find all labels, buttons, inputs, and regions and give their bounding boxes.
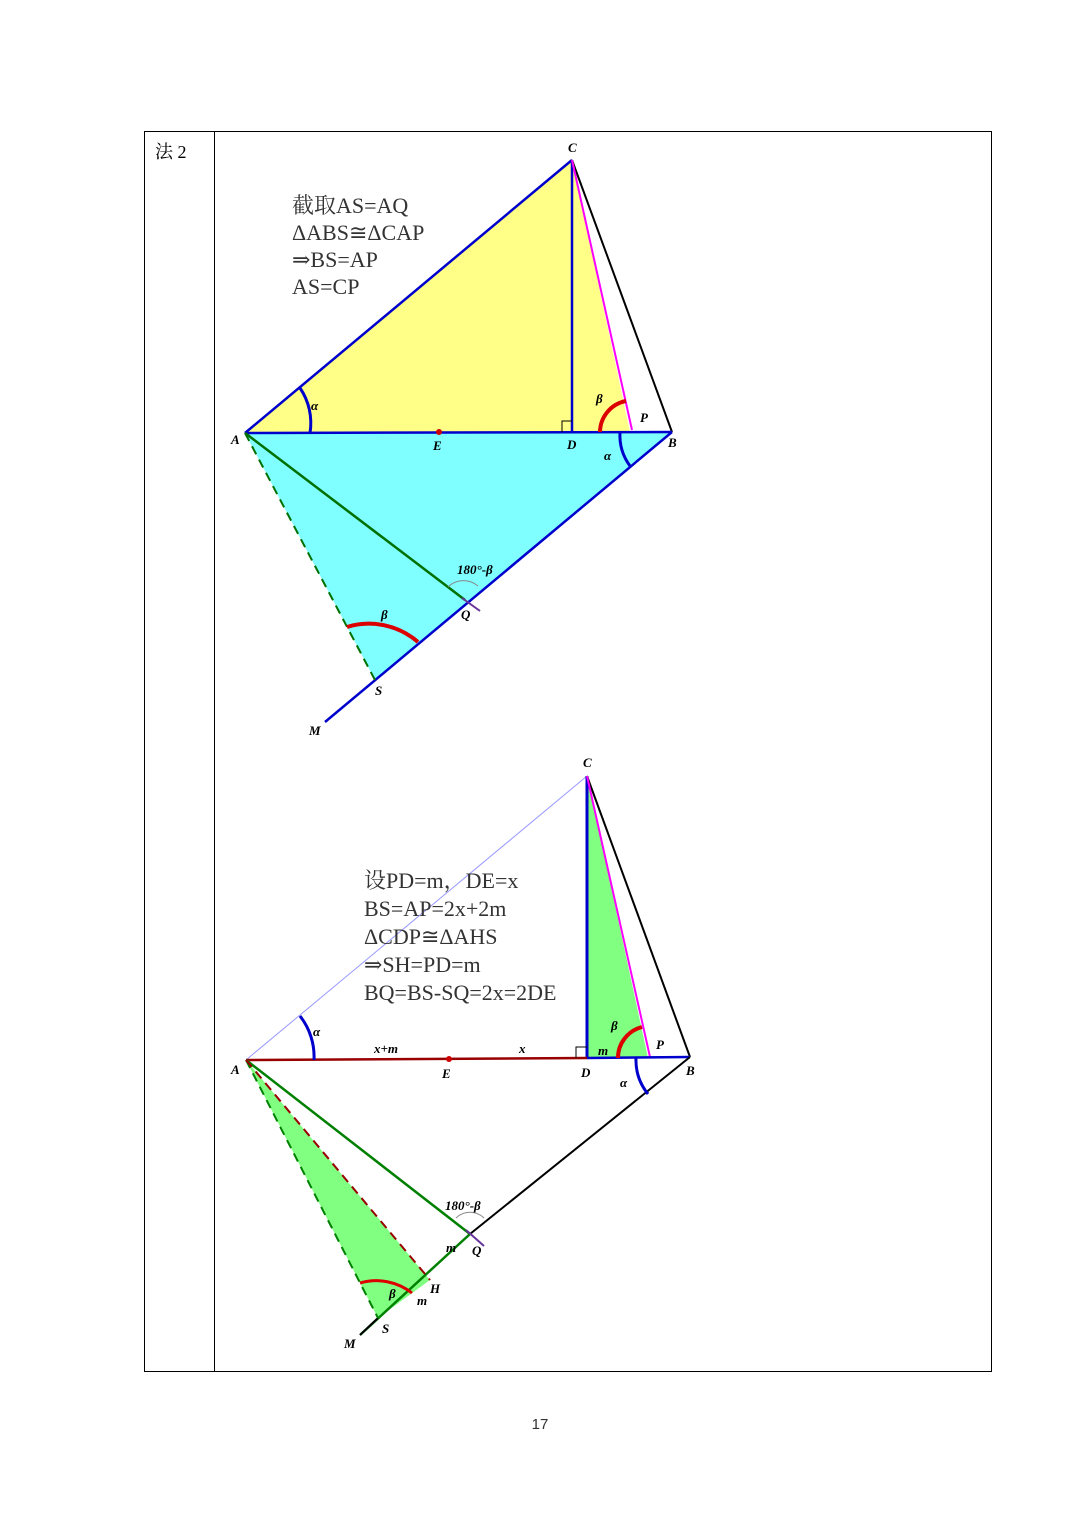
segment-label-m-pd: m	[598, 1043, 609, 1058]
figure-2	[230, 755, 695, 1351]
point-e-dot	[436, 429, 442, 435]
angle-label-beta-s2: β	[389, 1286, 396, 1301]
angle-label-ext2: 180°-β	[445, 1198, 481, 1213]
figure-1	[230, 140, 677, 738]
note2-line1: 设PD=m，DE=x	[364, 868, 519, 893]
angle-label-alpha-b1: α	[604, 448, 612, 463]
label-b2: B	[686, 1063, 695, 1078]
angle-label-ext1: 180°-β	[457, 562, 493, 577]
angle-alpha-b	[636, 1058, 648, 1094]
angle-label-beta-s1: β	[381, 607, 388, 622]
angle-label-alpha-a1: α	[311, 398, 319, 413]
note1-line2: ΔABS≅ΔCAP	[292, 220, 425, 245]
label-c2: C	[583, 755, 592, 770]
label-s1: S	[375, 683, 383, 698]
label-p1: P	[640, 410, 648, 425]
note1-line4: AS=CP	[292, 274, 360, 299]
segment-label-xm: x+m	[374, 1041, 399, 1056]
note2-line3: ΔCDP≅ΔAHS	[364, 924, 498, 949]
label-h2: H	[430, 1281, 441, 1296]
method-label: 法 2	[155, 142, 187, 162]
label-m2: M	[344, 1336, 356, 1351]
note2-line5: BQ=BS-SQ=2x=2DE	[364, 980, 557, 1005]
segment-bq	[470, 1057, 690, 1234]
segment-ad	[246, 1058, 587, 1060]
angle-label-alpha-b2: α	[620, 1075, 628, 1090]
angle-label-alpha-a2: α	[313, 1024, 321, 1039]
angle-ext-q	[456, 1212, 484, 1218]
label-p2: P	[656, 1037, 664, 1052]
label-m1: M	[309, 723, 321, 738]
angle-label-beta-p1: β	[596, 391, 603, 406]
label-a2: A	[231, 1062, 240, 1077]
note2-line4: ⇒SH=PD=m	[364, 952, 481, 977]
label-e1: E	[433, 438, 442, 453]
label-b1: B	[668, 435, 677, 450]
note2-line2: BS=AP=2x+2m	[364, 896, 507, 921]
label-e2: E	[442, 1066, 451, 1081]
segment-sm	[360, 1318, 378, 1335]
segment-label-m-q: m	[446, 1240, 457, 1255]
page-number: 17	[531, 1416, 549, 1433]
segment-ah-dashed	[246, 1060, 430, 1280]
green-triangle-ahs	[246, 1060, 430, 1318]
point-e-dot	[446, 1056, 452, 1062]
note1-line1: 截取AS=AQ	[292, 193, 409, 218]
label-q1: Q	[461, 607, 471, 622]
segment-label-m-h: m	[417, 1293, 428, 1308]
label-d1: D	[567, 437, 577, 452]
label-a1: A	[231, 432, 240, 447]
label-d2: D	[581, 1065, 591, 1080]
angle-alpha-a	[300, 1016, 314, 1060]
right-angle-mark	[576, 1047, 587, 1058]
segment-label-x: x	[519, 1041, 526, 1056]
label-c1: C	[568, 140, 577, 155]
note1-line3: ⇒BS=AP	[292, 247, 378, 272]
label-q2: Q	[472, 1243, 482, 1258]
label-s2: S	[382, 1321, 390, 1336]
angle-label-beta-p2: β	[611, 1018, 618, 1033]
